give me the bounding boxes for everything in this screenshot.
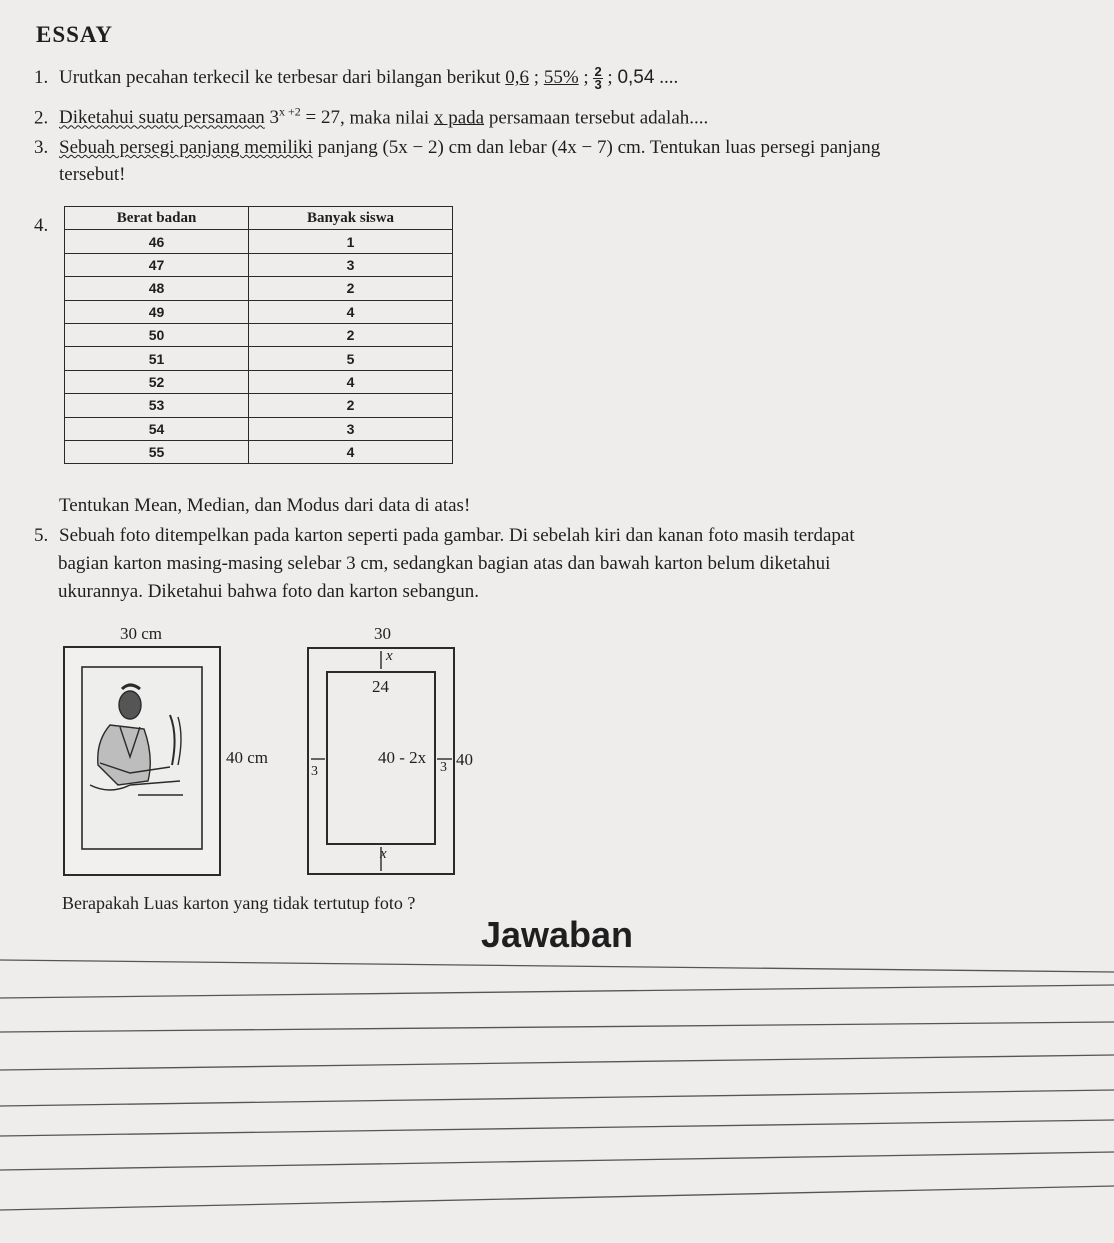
table-row [65, 253, 453, 276]
table-cell: 48 [65, 277, 249, 300]
table-row [65, 300, 453, 323]
figure-2-left-margin: 3 [311, 764, 318, 779]
question-number: 5. [34, 525, 49, 546]
question-1-text: Urutkan pecahan terkecil ke terbesar dari bilangan berikut [59, 67, 501, 88]
question-5-question: Berapakah Luas karton yang tidak tertutup foto ? [62, 893, 416, 913]
ellipsis: .... [659, 67, 679, 88]
question-3-lead: Sebuah persegi panjang memiliki [59, 137, 313, 158]
value-percent: 55% [543, 67, 579, 88]
table-cell: 3 [249, 253, 453, 276]
weight-frequency-table [64, 206, 453, 464]
table-cell: 4 [249, 370, 453, 393]
question-3 [34, 134, 1094, 188]
photo-figure [60, 645, 225, 880]
figure-2-width-label: 30 [374, 624, 391, 643]
table-header-row [65, 207, 453, 230]
figure-2-height-label: 40 [456, 750, 473, 769]
column-header: Berat badan [65, 207, 249, 230]
value-decimal-2: 0,54 [617, 67, 655, 88]
table-cell: 50 [65, 323, 249, 346]
table-cell: 51 [65, 347, 249, 370]
column-header: Banyak siswa [249, 207, 453, 230]
answer-line [0, 1120, 1114, 1136]
table-cell: 4 [249, 300, 453, 323]
table-row [65, 440, 453, 463]
table-cell: 54 [65, 417, 249, 440]
question-number: 1. [34, 67, 49, 88]
answer-line [0, 1186, 1114, 1210]
table-cell: 49 [65, 300, 249, 323]
figure-2-inner-height: 40 - 2x [378, 748, 427, 767]
answer-line [0, 1152, 1114, 1170]
table-cell: 4 [249, 440, 453, 463]
question-number: 3. [34, 137, 49, 158]
table-cell: 53 [65, 394, 249, 417]
answer-lines [0, 940, 1114, 1243]
value-fraction: $\frac{2}{3}$ [594, 64, 602, 93]
table-cell: 46 [65, 230, 249, 253]
question-5 [34, 522, 1104, 606]
question-2 [34, 99, 708, 131]
answer-heading: Jawaban [480, 914, 634, 955]
question-number: 2. [34, 107, 49, 129]
figure-2-right-margin: 3 [440, 760, 447, 775]
question-5-text-1: Sebuah foto ditempelkan pada karton seperti pada gambar. Di sebelah kiri dan kanan foto masih terdapat [59, 525, 855, 546]
figure-2-x-top: x [386, 648, 393, 664]
answer-line [0, 1090, 1114, 1106]
table-cell: 2 [249, 323, 453, 346]
figure-1-height-label: 40 cm [226, 748, 269, 767]
answer-line [0, 985, 1114, 998]
table-row [65, 370, 453, 393]
question-2-text-end: persamaan tersebut adalah.... [488, 107, 709, 129]
question-4-instruction: Tentukan Mean, Median, dan Modus dari data di atas! [59, 495, 471, 516]
question-2-variable: x pada [433, 107, 485, 129]
table-cell: 52 [65, 370, 249, 393]
table-row [65, 347, 453, 370]
value-decimal: 0,6 [505, 67, 530, 88]
figure-2-inner-width: 24 [372, 677, 389, 696]
answer-line [0, 960, 1114, 972]
table-row [65, 323, 453, 346]
question-number: 4. [34, 215, 49, 236]
table-row [65, 277, 453, 300]
table-cell: 55 [65, 440, 249, 463]
table-cell: 2 [249, 394, 453, 417]
question-2-lead: Diketahui suatu persamaan [59, 107, 265, 129]
question-5-text-3: ukurannya. Diketahui bahwa foto dan karton sebangun. [58, 581, 480, 602]
figure-1-width-label: 30 cm [120, 624, 163, 643]
question-5-text-2: bagian karton masing-masing selebar 3 cm, sedangkan bagian atas dan bawah karton belum diketahui [58, 553, 831, 574]
figure-2-x-bottom: x [380, 846, 387, 862]
table-row [65, 417, 453, 440]
table-row [65, 230, 453, 253]
question-3-text: panjang (5x − 2) cm dan lebar (4x − 7) cm. Tentukan luas persegi panjang [317, 137, 881, 158]
table-cell: 1 [249, 230, 453, 253]
question-2-text: , maka nilai [340, 107, 430, 129]
answer-line [0, 1055, 1114, 1070]
table-cell: 2 [249, 277, 453, 300]
question-1: 1. Urutkan pecahan terkecil ke terbesar dari bilangan berikut 0,6 ; 55% ; $\frac{2}{3}$ ; 0,54 .... [34, 64, 679, 93]
table-cell: 47 [65, 253, 249, 276]
essay-heading: ESSAY [36, 22, 114, 47]
question-3-text-2: tersebut! [59, 164, 126, 185]
equation: $3^{x +2} = 27$ [269, 105, 341, 129]
answer-line [0, 1022, 1114, 1032]
table-cell: 5 [249, 347, 453, 370]
table-row [65, 394, 453, 417]
table-cell: 3 [249, 417, 453, 440]
